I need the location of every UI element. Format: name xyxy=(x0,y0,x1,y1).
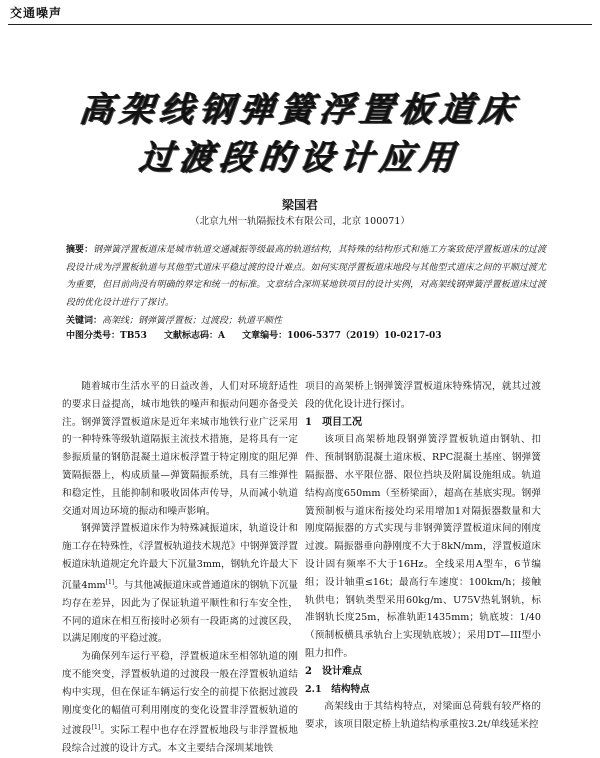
paragraph: 项目的高架桥上钢弹簧浮置板道床特殊情况，就其过渡段的优化设计进行探讨。 xyxy=(305,381,541,410)
article-number: 文章编号：1006-5377（2019）10-0217-03 xyxy=(242,331,442,341)
left-column xyxy=(62,378,298,758)
section-heading: 1 项目工况 xyxy=(305,416,362,428)
document-code: 文献标志码：A xyxy=(163,331,225,341)
abstract xyxy=(66,242,546,312)
paragraph: 为确保列车运行平稳，浮置板道床至相邻轨道的刚度不能突变，浮置板轨道的过渡段一般在浮置板轨道结构中实现，但在保证车辆运行安全的前提下依据过渡段刚度变化的幅值可利用刚度的变化设置非浮置板轨道的过渡段[1]。实际工程中也存在浮置板地段与非浮置板地段综合过渡的设计方式。本文主要结合深圳某地铁 xyxy=(62,651,299,755)
section-heading: 2 设计难点 xyxy=(305,665,362,677)
affiliation: （北京九州一轨隔振技术有限公司，北京 100071） xyxy=(190,216,410,227)
paragraph: 该项目高架桥地段钢弹簧浮置板轨道由钢轨、扣件、预制钢筋混凝土道床板、RPC混凝土基座、钢弹簧隔振器、水平限位器、限位挡块及附属设施组成。轨道结构高度650mm（至桥梁面），超高在基底实现。钢弹簧预制板与道床衔接处均采用增加1对隔振器数量和大刚度隔振器的方式实现与非钢弹簧浮置板道床间的刚度过渡。隔振器垂向静刚度不大于8kN/mm，浮置板道床设计固有频率不大于16Hz。全线采用A型车，6节编组；设计轴重≤16t；最高行车速度：100km/h；接触轨供电；钢轨类型采用60kg/m、U75V热轧钢轨，标准钢轨长度25m，标准轨距1435mm；轨底坡：1/40（预制板横具承轨台上实现轨底坡）；采用DT—III型小阻力扣件。 xyxy=(305,434,541,659)
paragraph: 钢弹簧浮置板道床作为特殊减振道床，轨道设计和施工存在特殊性，《浮置板轨道技术规范》中钢弹簧浮置板道床轨道规定允许最大下沉量3mm，钢轨允许最大下沉量4mm[1]。与其他减振道床或普通道床的钢轨下沉量均存在差异，因此为了保证轨道平顺性和行车安全性，不同的道床在相互衔接时必须有一段距离的过渡区段，以满足刚度的平稳过渡。 xyxy=(62,523,298,645)
subsection-heading: 2.1 结构特点 xyxy=(305,683,370,695)
author: 梁国君 xyxy=(281,198,318,212)
article-meta xyxy=(66,328,546,341)
paragraph: 随着城市生活水平的日益改善，人们对环境舒适性的要求日益提高，城市地铁的噪声和振动问题亦备受关注。钢弹簧浮置板道床是近年来城市地铁行业广泛采用的一种特殊等级轨道隔振主流技术措施，是将具有一定参振质量的钢筋混凝土道床板浮置于特定刚度的阻尼弹簧隔振器上，构成质量—弹簧隔振系统，具有三维弹性和稳定性，且能抑制和吸收固体声传导，从而减小轨道交通对周边环境的振动和噪声影响。 xyxy=(62,381,298,517)
citation: [1] xyxy=(105,578,115,586)
keywords-text: 高架线；钢弹簧浮置板；过渡段；轨道平顺性 xyxy=(102,316,283,326)
clc-number: 中图分类号：TB53 xyxy=(66,331,147,341)
section-label: 交通噪声 xyxy=(10,6,63,20)
header-rule xyxy=(8,24,592,25)
right-column xyxy=(305,378,541,734)
abstract-label: 摘要： xyxy=(66,245,94,255)
abstract-text: 钢弹簧浮置板道床是城市轨道交通减振等级最高的轨道结构，其特殊的结构形式和施工方案致使浮置板道床的过渡段设计成为浮置板轨道与其他型式道床平稳过渡的设计难点。如何实现浮置板道床地段与其他型式道床之间的平顺过渡尤为重要，但目前尚没有明确的界定和统一的标准。文章结合深圳某地铁项目的设计实例，对高架线钢弹簧浮置板道床过渡段的优化设计进行了探讨。 xyxy=(66,245,546,308)
keywords-label: 关键词： xyxy=(66,316,103,326)
citation: [1] xyxy=(91,724,101,732)
title-line-2: 过渡段的设计应用 xyxy=(137,138,462,178)
keywords xyxy=(66,313,546,326)
title-line-1: 高架线钢弹簧浮置板道床 xyxy=(77,90,522,130)
paragraph: 高架线由于其结构特点，对梁面总荷载有较严格的要求，该项目限定桥上轨道结构承重按3.2t/单线延米控 xyxy=(305,701,541,731)
